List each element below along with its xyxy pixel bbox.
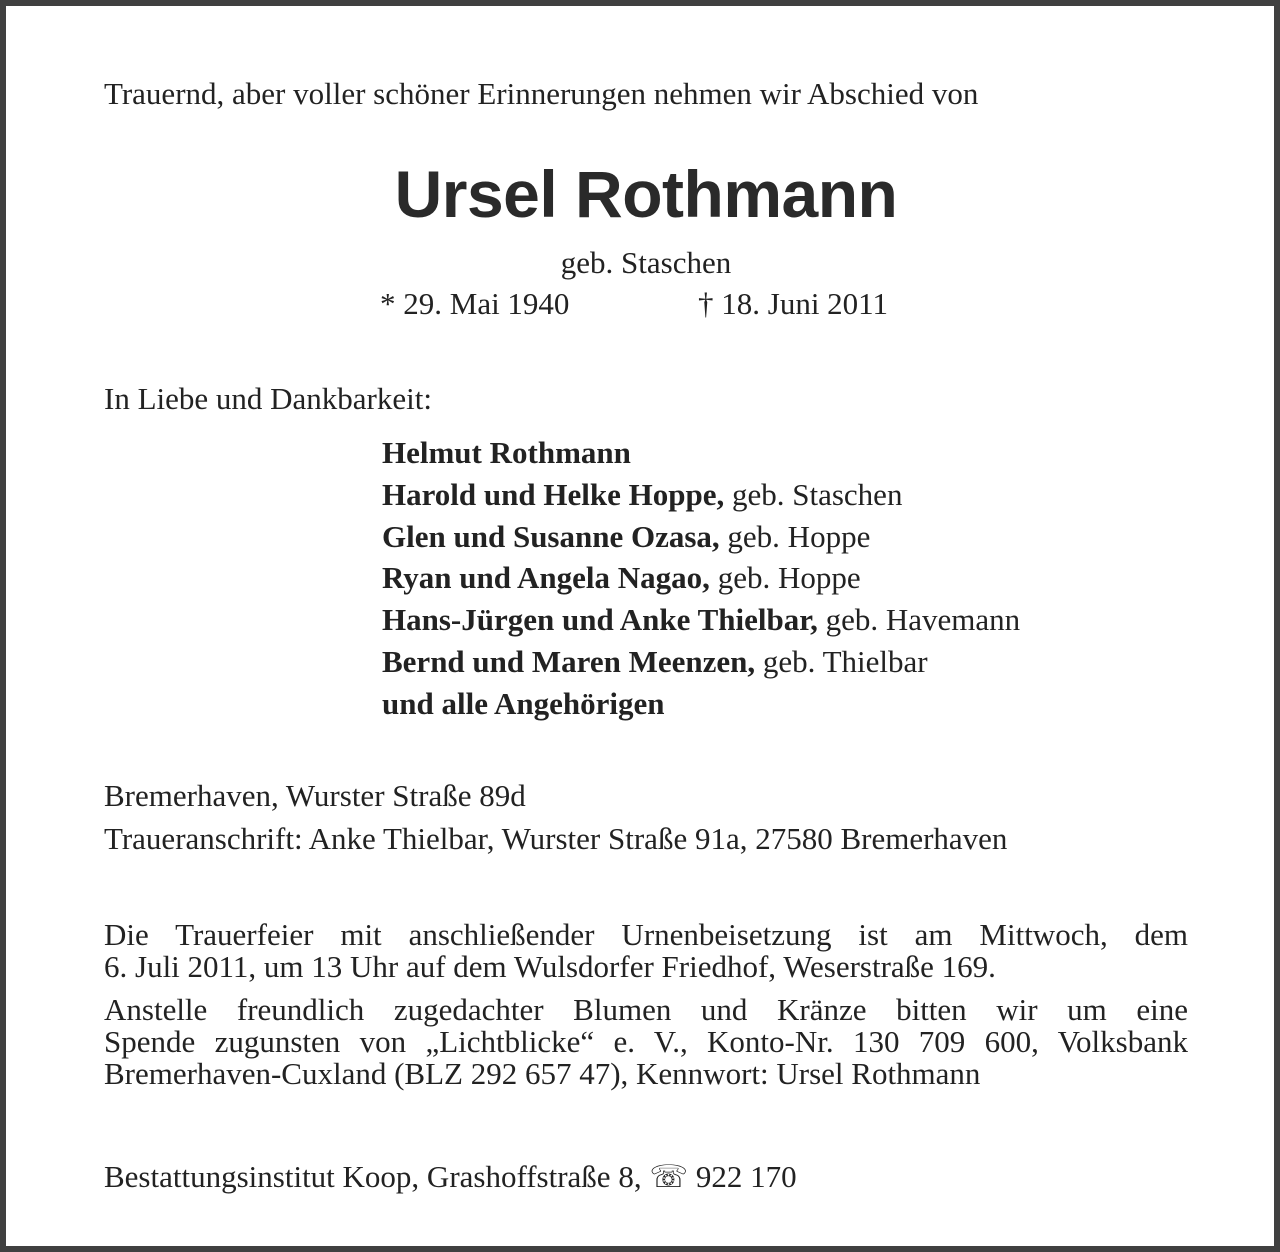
- intro-text: Trauernd, aber voller schöner Erinnerungen nehmen wir Abschied von: [104, 76, 979, 111]
- ceremony-paragraph: [104, 919, 1188, 983]
- paragraph-line: Bremerhaven-Cuxland (BLZ 292 657 47), Kennwort: Ursel Rothmann: [104, 1056, 981, 1091]
- donation-paragraph: [104, 994, 1188, 1090]
- paragraph-line: Anstelle freundlich zugedachter Blumen und Kränze bitten wir um eine: [104, 992, 1188, 1027]
- mourner-name: Hans-Jürgen und Anke Thielbar,: [382, 602, 818, 638]
- mourner-line: [382, 599, 1020, 641]
- deceased-name: Ursel Rothmann: [394, 157, 898, 231]
- birth-date: * 29. Mai 1940: [380, 286, 570, 321]
- residence-address: Bremerhaven, Wurster Straße 89d: [104, 778, 526, 813]
- mourner-suffix: geb. Havemann: [817, 602, 1021, 638]
- mourner-name: und alle Angehörigen: [382, 685, 665, 721]
- thanks-heading: In Liebe und Dankbarkeit:: [104, 381, 432, 416]
- mourner-line: [382, 557, 1020, 599]
- mourner-suffix: geb. Staschen: [724, 476, 903, 512]
- mourner-name: Bernd und Maren Meenzen,: [382, 643, 756, 679]
- paragraph-line: 6. Juli 2011, um 13 Uhr auf dem Wulsdorfer Friedhof, Weserstraße 169.: [104, 949, 996, 984]
- mourner-name: Harold und Helke Hoppe,: [382, 476, 725, 512]
- mourning-address: Traueranschrift: Anke Thielbar, Wurster Straße 91a, 27580 Bremerhaven: [104, 821, 1008, 856]
- mourners-list: [382, 432, 1020, 725]
- death-date: † 18. Juni 2011: [698, 286, 889, 321]
- mourner-line: [382, 683, 1020, 725]
- undertaker-info: Bestattungsinstitut Koop, Grashoffstraße 8, ☏ 922 170: [104, 1159, 797, 1194]
- mourner-suffix: geb. Hoppe: [709, 560, 861, 596]
- mourner-suffix: geb. Hoppe: [719, 518, 871, 554]
- paragraph-line: Spende zugunsten von „Lichtblicke“ e. V., Konto-Nr. 130 709 600, Volksbank: [104, 1024, 1188, 1059]
- mourner-name: Helmut Rothmann: [382, 435, 631, 470]
- mourner-line: [382, 516, 1020, 558]
- mourner-suffix: geb. Thielbar: [755, 643, 928, 679]
- paragraph-line: Die Trauerfeier mit anschließender Urnenbeisetzung ist am Mittwoch, dem: [104, 917, 1188, 952]
- mourner-line: [382, 641, 1020, 683]
- mourner-line: [382, 432, 1020, 474]
- mourner-line: [382, 474, 1020, 516]
- maiden-name: geb. Staschen: [560, 245, 732, 280]
- mourner-name: Ryan und Angela Nagao,: [382, 560, 710, 596]
- mourner-name: Glen und Susanne Ozasa,: [382, 518, 720, 554]
